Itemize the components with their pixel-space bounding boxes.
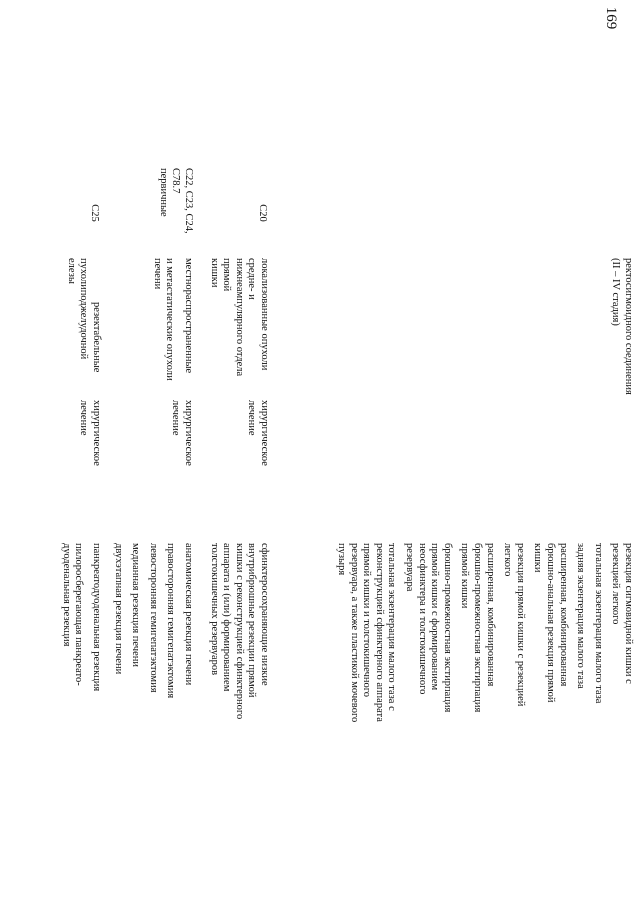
diagnosis-cell: местнораспространенные и метастатические опухоли печени xyxy=(151,258,194,381)
method-item: резекция прямой кишки с резекцией легкого xyxy=(502,543,526,707)
method-item: брюшно-промежностная экстирпация прямой кишки с формированием неосфинктера и толстокишечного резервуара xyxy=(404,543,453,713)
method-item: тотальная экзентерация малого таза xyxy=(592,543,604,704)
method-item: задняя экзентерация малого таза xyxy=(575,543,587,689)
method-item: правосторонняя гемигепатэктомия xyxy=(165,543,177,699)
method-item: сфинктеросохраняющие низкие внутрибрюшные резекции прямой кишки с реконструкцией сфинктерного аппарата и (или) формированием толстокишечных резервуаров xyxy=(208,543,270,720)
code-cell: C25 xyxy=(89,204,100,222)
code-cell: C20 xyxy=(257,204,268,222)
method-item: двухэтапная резекция печени xyxy=(112,543,124,675)
treatment-cell: хирургическое лечение xyxy=(246,400,270,466)
method-item: расширенная, комбинированная брюшно-промежностная экстирпация прямой кишки xyxy=(459,543,496,713)
diagnosis-cell: локализованные опухоли средне- и нижнеампулярного отдела прямой кишки xyxy=(208,258,270,377)
method-item: расширенная, комбинированная брюшно-анальная резекция прямой кишки xyxy=(532,543,569,703)
methods-cell xyxy=(207,543,270,743)
treatment-cell: хирургическое лечение xyxy=(170,400,194,466)
methods-cell xyxy=(59,543,102,743)
method-item: резекция сигмовидной кишки с резекцией легкого xyxy=(610,543,634,684)
diagnosis-cell: резектабельные пухолиподжелудочной елезы xyxy=(65,258,102,373)
method-item: медианная резекция печени xyxy=(130,543,142,667)
method-item: панкреатодуоденальная резекция xyxy=(91,543,102,692)
method-item: анатомическая резекция печени xyxy=(183,543,194,686)
page-number: 169 xyxy=(603,6,619,30)
method-item: левосторонняя гемигепатэктомия xyxy=(147,543,159,693)
diagnosis-cell: ректосигмоидного соединения (II – IV стадия) xyxy=(610,258,634,395)
method-item: тотальная экзентерация малого таза с реконструкцией сфинктерного аппарата прямой кишки и толстокишечного резервуара, а также пластикой мочевого пузыря xyxy=(336,543,398,723)
methods-cell xyxy=(111,543,194,743)
methods-cell xyxy=(335,543,634,743)
method-item: пилоросберегающая панкреато- дуоденальная резекция xyxy=(60,543,85,686)
code-cell: C22, C23, C24, C78.7 первичные xyxy=(157,168,194,234)
treatment-cell: хирургическое лечение xyxy=(78,400,102,466)
